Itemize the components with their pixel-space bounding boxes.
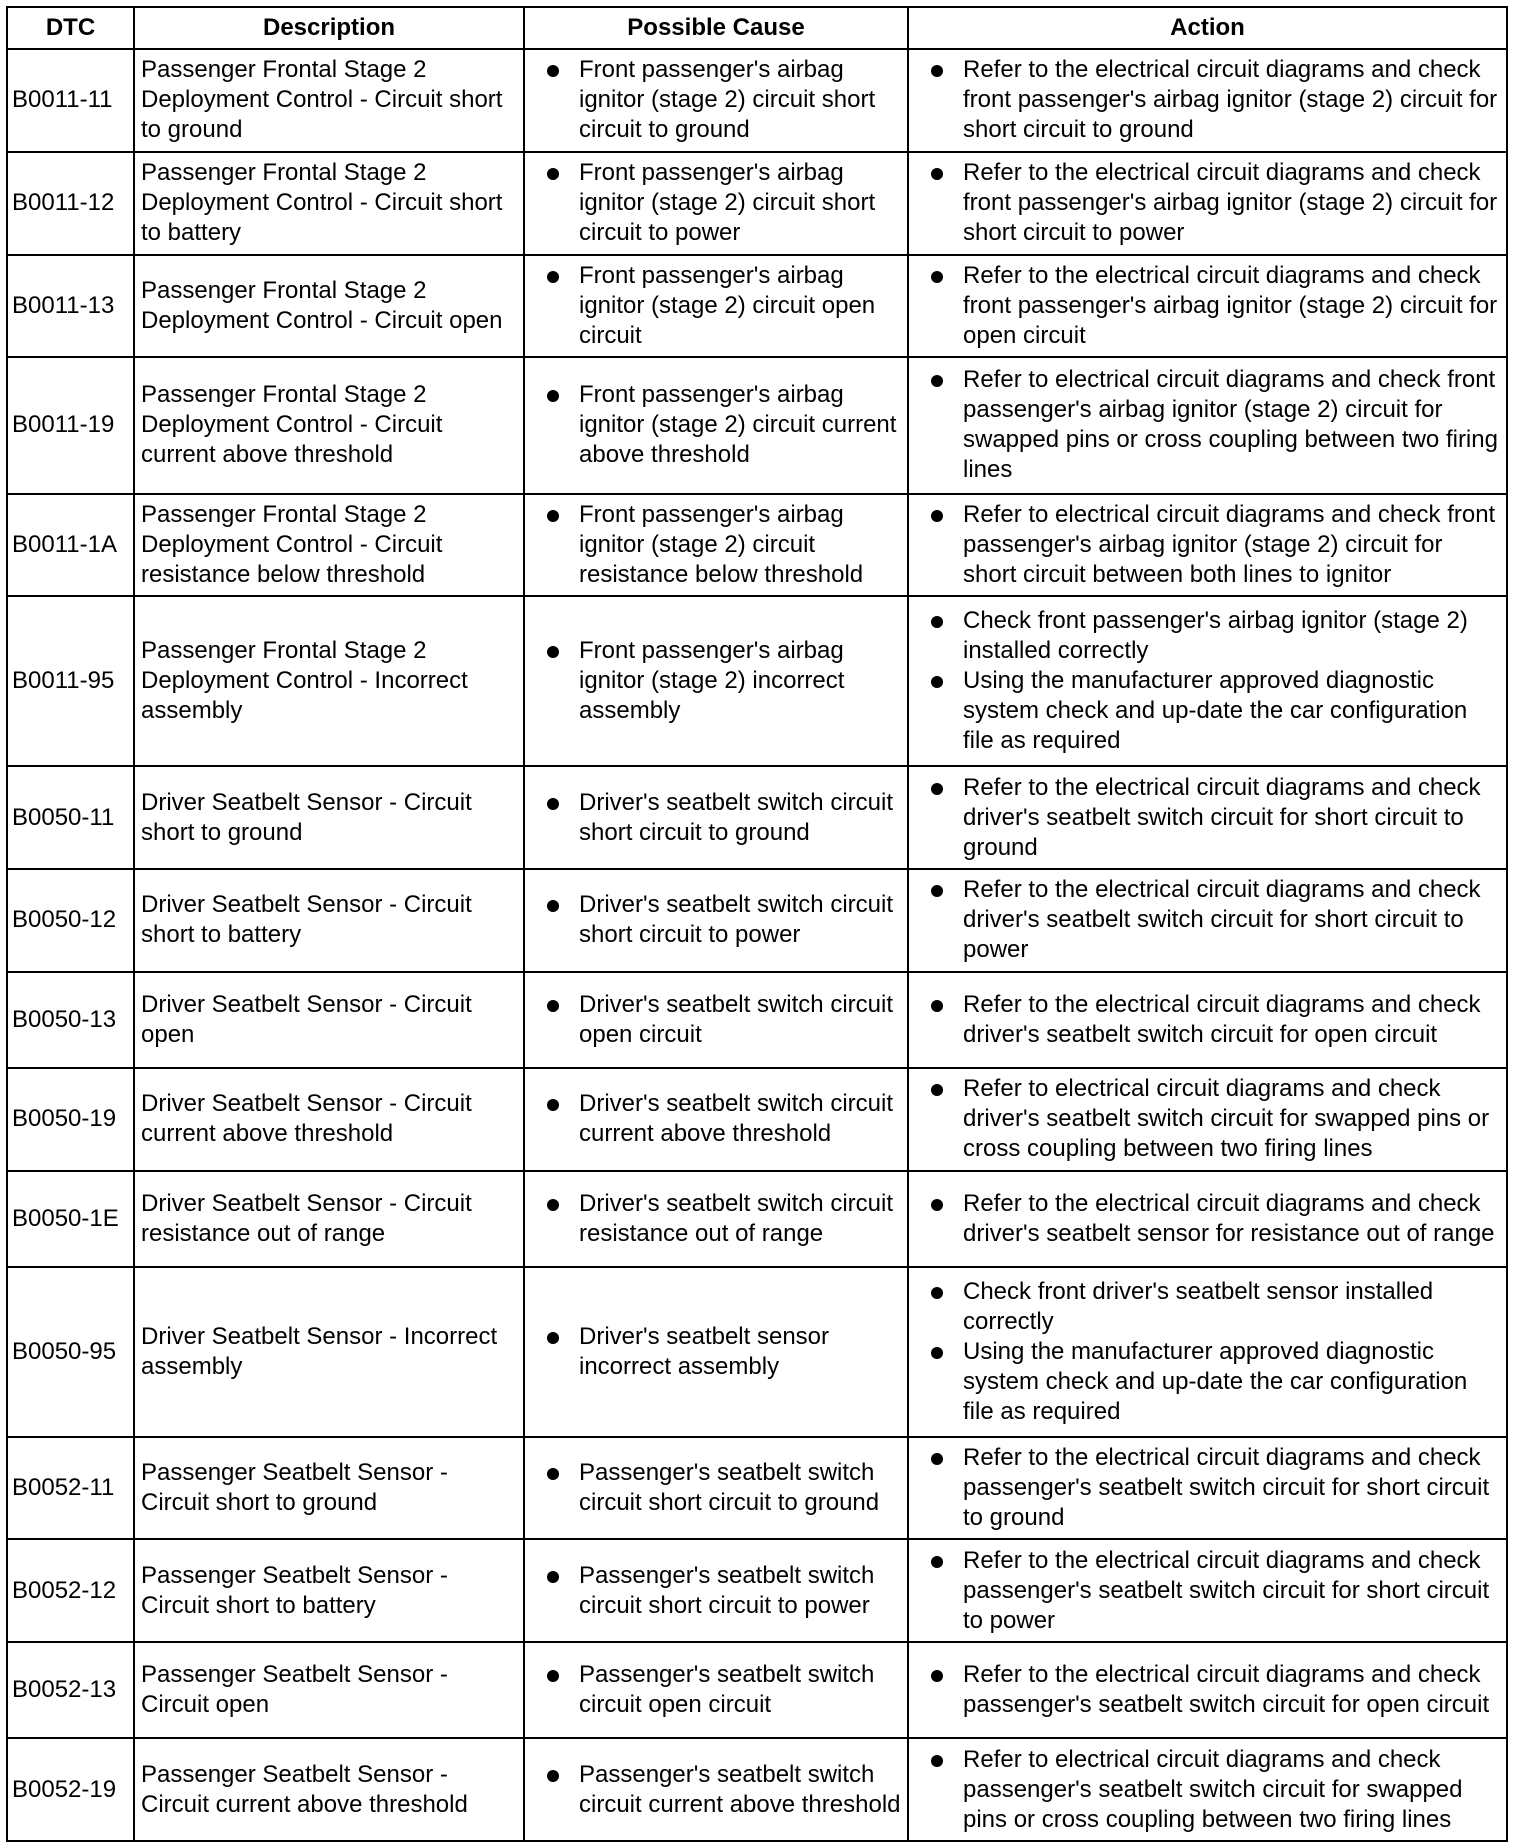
table-row — [7, 596, 1507, 766]
possible-cause-bullet-item: Driver's seatbelt sensor incorrect assembly — [531, 1322, 901, 1382]
possible-cause-cell — [524, 1171, 908, 1267]
dtc-description: Passenger Frontal Stage 2 Deployment Control - Circuit current above threshold — [134, 357, 524, 493]
possible-cause-cell — [524, 255, 908, 358]
action-cell — [908, 1437, 1507, 1540]
possible-cause-bullet-item: Passenger's seatbelt switch circuit open circuit — [531, 1660, 901, 1720]
table-row — [7, 357, 1507, 493]
dtc-code: B0052-11 — [7, 1437, 134, 1540]
action-list — [915, 1660, 1500, 1720]
action-bullet-item: Refer to the electrical circuit diagrams and check driver's seatbelt switch circuit for short circuit to ground — [915, 773, 1500, 863]
table-row — [7, 494, 1507, 597]
dtc-description: Passenger Frontal Stage 2 Deployment Control - Circuit short to battery — [134, 152, 524, 255]
action-list — [915, 500, 1500, 590]
dtc-code: B0052-13 — [7, 1642, 134, 1738]
dtc-code: B0011-19 — [7, 357, 134, 493]
action-bullet-item: Using the manufacturer approved diagnostic system check and up-date the car configuration file as required — [915, 666, 1500, 756]
possible-cause-cell — [524, 869, 908, 972]
action-bullet-item: Refer to electrical circuit diagrams and check front passenger's airbag ignitor (stage 2) circuit for swapped pins or cross coupling between two firing lines — [915, 365, 1500, 485]
header-action: Action — [908, 7, 1507, 49]
dtc-code: B0050-12 — [7, 869, 134, 972]
action-bullet-item: Check front driver's seatbelt sensor installed correctly — [915, 1277, 1500, 1337]
possible-cause-bullet-item: Driver's seatbelt switch circuit resistance out of range — [531, 1189, 901, 1249]
possible-cause-bullet-item: Front passenger's airbag ignitor (stage 2) circuit resistance below threshold — [531, 500, 901, 590]
possible-cause-list — [531, 261, 901, 351]
action-bullet-item: Refer to electrical circuit diagrams and check front passenger's airbag ignitor (stage 2) circuit for short circuit between both lines to ignitor — [915, 500, 1500, 590]
dtc-code: B0052-12 — [7, 1539, 134, 1642]
action-cell — [908, 596, 1507, 766]
action-bullet-item: Refer to electrical circuit diagrams and check passenger's seatbelt switch circuit for swapped pins or cross coupling between two firing lines — [915, 1745, 1500, 1835]
action-bullet-item: Refer to the electrical circuit diagrams and check front passenger's airbag ignitor (stage 2) circuit for open circuit — [915, 261, 1500, 351]
possible-cause-bullet-item: Front passenger's airbag ignitor (stage 2) circuit current above threshold — [531, 380, 901, 470]
possible-cause-list — [531, 380, 901, 470]
possible-cause-bullet-item: Driver's seatbelt switch circuit current above threshold — [531, 1089, 901, 1149]
possible-cause-cell — [524, 494, 908, 597]
possible-cause-list — [531, 158, 901, 248]
dtc-code: B0050-19 — [7, 1068, 134, 1171]
possible-cause-bullet-item: Passenger's seatbelt switch circuit short circuit to power — [531, 1561, 901, 1621]
table-row — [7, 1267, 1507, 1437]
action-cell — [908, 1539, 1507, 1642]
table-row — [7, 1437, 1507, 1540]
action-cell — [908, 1171, 1507, 1267]
dtc-description: Passenger Frontal Stage 2 Deployment Control - Circuit short to ground — [134, 49, 524, 152]
possible-cause-list — [531, 1089, 901, 1149]
possible-cause-list — [531, 990, 901, 1050]
header-description: Description — [134, 7, 524, 49]
table-row — [7, 1068, 1507, 1171]
table-row — [7, 1738, 1507, 1841]
dtc-description: Passenger Frontal Stage 2 Deployment Control - Circuit open — [134, 255, 524, 358]
possible-cause-cell — [524, 49, 908, 152]
table-body — [7, 49, 1507, 1841]
action-list — [915, 1277, 1500, 1427]
action-cell — [908, 869, 1507, 972]
possible-cause-bullet-item: Driver's seatbelt switch circuit short circuit to ground — [531, 788, 901, 848]
dtc-description: Passenger Seatbelt Sensor - Circuit short to battery — [134, 1539, 524, 1642]
action-list — [915, 158, 1500, 248]
table-row — [7, 972, 1507, 1068]
dtc-description: Driver Seatbelt Sensor - Circuit open — [134, 972, 524, 1068]
dtc-description: Passenger Frontal Stage 2 Deployment Control - Incorrect assembly — [134, 596, 524, 766]
action-cell — [908, 494, 1507, 597]
possible-cause-bullet-item: Front passenger's airbag ignitor (stage 2) circuit short circuit to power — [531, 158, 901, 248]
possible-cause-bullet-item: Front passenger's airbag ignitor (stage 2) incorrect assembly — [531, 636, 901, 726]
dtc-table — [6, 6, 1508, 1842]
action-bullet-item: Refer to the electrical circuit diagrams and check passenger's seatbelt switch circuit for open circuit — [915, 1660, 1500, 1720]
dtc-code: B0011-95 — [7, 596, 134, 766]
possible-cause-cell — [524, 1642, 908, 1738]
action-cell — [908, 1738, 1507, 1841]
possible-cause-cell — [524, 596, 908, 766]
table-row — [7, 49, 1507, 152]
table-row — [7, 1539, 1507, 1642]
possible-cause-list — [531, 1322, 901, 1382]
action-cell — [908, 49, 1507, 152]
action-bullet-item: Refer to the electrical circuit diagrams and check passenger's seatbelt switch circuit for short circuit to power — [915, 1546, 1500, 1636]
action-list — [915, 55, 1500, 145]
action-list — [915, 875, 1500, 965]
possible-cause-cell — [524, 1539, 908, 1642]
action-bullet-item: Using the manufacturer approved diagnostic system check and up-date the car configuration file as required — [915, 1337, 1500, 1427]
action-list — [915, 1074, 1500, 1164]
action-list — [915, 1745, 1500, 1835]
dtc-code: B0050-11 — [7, 766, 134, 869]
action-cell — [908, 1267, 1507, 1437]
action-list — [915, 990, 1500, 1050]
possible-cause-list — [531, 1189, 901, 1249]
possible-cause-list — [531, 500, 901, 590]
possible-cause-list — [531, 1660, 901, 1720]
dtc-code: B0052-19 — [7, 1738, 134, 1841]
action-cell — [908, 357, 1507, 493]
header-dtc: DTC — [7, 7, 134, 49]
dtc-description: Driver Seatbelt Sensor - Circuit resistance out of range — [134, 1171, 524, 1267]
possible-cause-bullet-item: Passenger's seatbelt switch circuit current above threshold — [531, 1760, 901, 1820]
action-cell — [908, 972, 1507, 1068]
action-bullet-item: Check front passenger's airbag ignitor (stage 2) installed correctly — [915, 606, 1500, 666]
action-bullet-item: Refer to the electrical circuit diagrams and check passenger's seatbelt switch circuit for short circuit to ground — [915, 1443, 1500, 1533]
action-cell — [908, 152, 1507, 255]
dtc-code: B0050-13 — [7, 972, 134, 1068]
possible-cause-cell — [524, 1738, 908, 1841]
possible-cause-bullet-item: Driver's seatbelt switch circuit short circuit to power — [531, 890, 901, 950]
dtc-code: B0011-12 — [7, 152, 134, 255]
table-row — [7, 766, 1507, 869]
action-list — [915, 365, 1500, 485]
table-row — [7, 1171, 1507, 1267]
possible-cause-list — [531, 1561, 901, 1621]
dtc-code: B0011-11 — [7, 49, 134, 152]
possible-cause-list — [531, 890, 901, 950]
possible-cause-cell — [524, 357, 908, 493]
possible-cause-cell — [524, 766, 908, 869]
possible-cause-bullet-item: Front passenger's airbag ignitor (stage 2) circuit open circuit — [531, 261, 901, 351]
possible-cause-list — [531, 788, 901, 848]
dtc-description: Driver Seatbelt Sensor - Circuit short to ground — [134, 766, 524, 869]
action-list — [915, 1189, 1500, 1249]
dtc-description: Driver Seatbelt Sensor - Circuit short to battery — [134, 869, 524, 972]
action-bullet-item: Refer to the electrical circuit diagrams and check driver's seatbelt sensor for resistance out of range — [915, 1189, 1500, 1249]
possible-cause-cell — [524, 1068, 908, 1171]
possible-cause-list — [531, 636, 901, 726]
header-row — [7, 7, 1507, 49]
action-list — [915, 261, 1500, 351]
dtc-code: B0050-95 — [7, 1267, 134, 1437]
action-bullet-item: Refer to the electrical circuit diagrams and check front passenger's airbag ignitor (stage 2) circuit for short circuit to power — [915, 158, 1500, 248]
possible-cause-list — [531, 1458, 901, 1518]
possible-cause-cell — [524, 1437, 908, 1540]
dtc-description: Driver Seatbelt Sensor - Circuit current above threshold — [134, 1068, 524, 1171]
table-row — [7, 152, 1507, 255]
action-cell — [908, 255, 1507, 358]
dtc-description: Passenger Seatbelt Sensor - Circuit current above threshold — [134, 1738, 524, 1841]
dtc-description: Passenger Seatbelt Sensor - Circuit open — [134, 1642, 524, 1738]
dtc-description: Passenger Frontal Stage 2 Deployment Control - Circuit resistance below threshold — [134, 494, 524, 597]
action-list — [915, 773, 1500, 863]
possible-cause-bullet-item: Passenger's seatbelt switch circuit short circuit to ground — [531, 1458, 901, 1518]
dtc-code: B0011-1A — [7, 494, 134, 597]
possible-cause-cell — [524, 972, 908, 1068]
possible-cause-cell — [524, 152, 908, 255]
action-cell — [908, 766, 1507, 869]
action-bullet-item: Refer to the electrical circuit diagrams and check driver's seatbelt switch circuit for open circuit — [915, 990, 1500, 1050]
table-row — [7, 1642, 1507, 1738]
table-row — [7, 869, 1507, 972]
dtc-description: Driver Seatbelt Sensor - Incorrect assembly — [134, 1267, 524, 1437]
dtc-code: B0050-1E — [7, 1171, 134, 1267]
action-bullet-item: Refer to the electrical circuit diagrams and check driver's seatbelt switch circuit for short circuit to power — [915, 875, 1500, 965]
table-row — [7, 255, 1507, 358]
possible-cause-cell — [524, 1267, 908, 1437]
possible-cause-list — [531, 55, 901, 145]
possible-cause-list — [531, 1760, 901, 1820]
action-bullet-item: Refer to electrical circuit diagrams and check driver's seatbelt switch circuit for swapped pins or cross coupling between two firing lines — [915, 1074, 1500, 1164]
action-cell — [908, 1642, 1507, 1738]
action-cell — [908, 1068, 1507, 1171]
table-header — [7, 7, 1507, 49]
dtc-code: B0011-13 — [7, 255, 134, 358]
action-list — [915, 606, 1500, 756]
header-possible-cause: Possible Cause — [524, 7, 908, 49]
dtc-description: Passenger Seatbelt Sensor - Circuit short to ground — [134, 1437, 524, 1540]
possible-cause-bullet-item: Front passenger's airbag ignitor (stage 2) circuit short circuit to ground — [531, 55, 901, 145]
possible-cause-bullet-item: Driver's seatbelt switch circuit open circuit — [531, 990, 901, 1050]
action-list — [915, 1443, 1500, 1533]
action-list — [915, 1546, 1500, 1636]
action-bullet-item: Refer to the electrical circuit diagrams and check front passenger's airbag ignitor (stage 2) circuit for short circuit to ground — [915, 55, 1500, 145]
